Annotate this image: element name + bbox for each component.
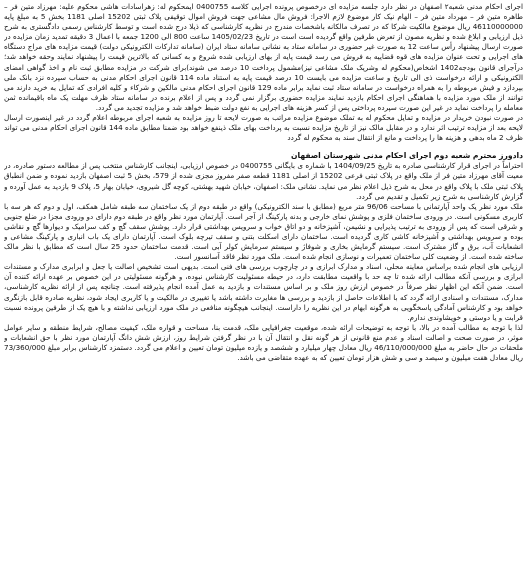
disclaimer-paragraph: ارزیابی های انجام شده براساس معاینه محلی، اسناد و مدارک ابرازی و در چارچوب بررسی های فنی است. بدیهی است تشخیص اصالت یا جعل و ابرابری مدارک و مستندات ابرازی و بررسی آنکه مطالب ارائه شده تا چه حد با واقعیت مطابقت دارد، در حیطه مسئولیت کارشناس نبوده، و هرگونه مسئولیتی در این خصوص بر عهده ارائه کننده آن است. ضمن آنکه این اظهار نظر صرفاً در خصوص ارزش روز ملک و بر اساس مستندات و بازدید به عمل آمده انجام پذیرفته است. چنانچه پس از ارائه نظریه کارشناسی، مدارک، مستندات و اسنادی ارائه گردد که با اطلاعات حاصل از بازدید و بررسی ها مغایرت داشته باشد یا تغییری در مالکیت و یا کاربری ایجاد شود، نظریه صادره قابل بازنگری خواهد بود و کارشناس آمادگی پاسخگویی به هرگونه ابهام در این نظریه را داراست. اینجانب هیچگونه منافعی در ملک مورد ارزیابی نداشته و با هیچ یک از طرفین پرونده نسبت قرابت و یا دوستی و خویشاوندی ندارم.: [4, 262, 523, 322]
expert-report-intro: احتراماً در اجرای قرار کارشناسی صادره به تاریخ 1404/09/25 با شماره ی بایگانی 0400755 در خصوص ارزیابی، اینجانب کارشناس منتخب پس از مطالعه دستور صادره، در معیت آقای مهرزاد متین فر از ملک واقع در پلاک ثبتی فرعی 15202 از اصلی 1181 قطعه صفر مفروز مجزی شده از 579، بخش 5 ثبت اصفهان بازدید نموده و ضمن انطباق پلاک ثبتی ملک با پلاک واقع در محل به شرح ذیل اعلام نظر می نماید. نشانی ملک: اصفهان، خیابان شهید بهشتی، کوچه گل شیروی، خیابان بهار 5، پلاک 9 بازدید به عمل آورده و گزارش کارشناسی به شرح زیر تکمیل و تقدیم می گردد.: [4, 161, 523, 201]
auction-intro-paragraph: اجرای احکام مدنی شعبه۲ اصفهان در نظر دارد جلسه مزایده ای درخصوص پرونده اجرایی کلاسه 0400755 ایمحکوم له: زهراسادات هاشی محکوم علیه: مهرزاد متین فر – طاهره متین فر – مهرداد متین فر – الهام نیک کار موضوع لازم الاجرا: فروش مال مشاعی جهت فروش اموال توقیفی پلاک ثبتی 15202 اصلی 1181 بخش 5 به مبلغ پایه 46110000000 ریال موضوع مالکیت شرکا که در تصرف مالکانه باشخصات مندرج در نظریه کارشناسی که ذیلا درج شده است و توسط کارشناس رسمی دادگستری به شرح ذیل ارزیابی و ابلاغ شده و نظریه مصون از تعرض طرفین واقع گردیده است است در تاریخ 1405/02/23 ساعت 800 الی 1200 جمعه با اعمال 3 دقیقه تمدید زمان مزایده در صورت ارسال پیشنهاد رأس ساعت 12 به صورت غیر حضوری در سامانه ستاد به نشانی سامانه ستاد ایران (سامانه تدارکات الکترونیکی دولت) قیمت مزایده های مراج دستگاه های اجرایی و تحت عنوان مزایده های قوه قضاییه به فروش می رسد قیمت پایه از بهای ارزیابی شده شروع و به کسانی که بالاترین قیمت را پیشنهاد نمایند وحقه خواهد شد؛درآجرای قانون بودجه1402 اشخاص(محکوم له وشریک ملک مشاعی نیز)مشمول پرداخت 10 درصد می شوند)برای شرکت در مزایده مطابق ثبت نام و اخذ گواهی امضای الکترونیکی و ارائه درخواست ذی الی تاریخ و ساعت مزایده می بایست 10 درصد قیمت پایه به استناد ماده 114 قانون اجرای احکام مدنی به حساب سپرده نزد بانک ملی بپردازد و فیش مربوطه را به همراه درخواست در سامانه ستاد ثبت نماید برابر ماده 129 قانون اجرای احکام مدنی مالکین و شرکاء و کلیه افرادی که تمایل به خرید دارند می توانند از ملک مورد مزایده با هماهنگی اجرای احکام بازدید نمایند مزایده حضوری برگزار نمی گردد و پس از اعلام برنده در سامانه ستاد ظرف مهلت یک ماه باقیمانده ثمن معامله را پرداخت نماید در غیر این صورت سپرده پرداختی پس از کسر هزینه های اجرایی به نفع دولت ضبط خواهد شد و مزایده تجدید می گردد.: [4, 2, 523, 112]
property-description-paragraph: ملک مورد نظر یک واحد آپارتمانی با مساحت 96/06 متر مربع (مطابق با سند الکترونیکی) واقع در طبقه دوم از یک ساختمان سه طبقه شامل همکف، اول و دوم که هر سه با کاربری مسکونی است. در ورودی ساختمان فلزی و پوشش نمای خارجی و بدنه پارکینگ از آجر است. آپارتمان مورد نظر واقع در طبقه دوم دارای دو ورودی مجزا در ضلع جنوبی و شرقی است که پس از ورودی به ترتیب پذیرایی و نشیمن، آشپزخانه و دو اتاق خواب و سرویس بهداشتی قرار دارد. پوشش سقف گچ و کف سرامیک و دیوارها گچ و نقاشی بوده و سرویس بهداشتی و آشپزخانه کاشی کاری گردیده است. ساختمان دارای اسکلت بتنی و سقف تیرچه بلوک است. آپارتمان دارای یک باب انباری و پارکینگ مشاعی و انشعابات آب، برق و گاز مشترک است. سیستم گرمایش بخاری و شوفاژ و سیستم سرمایش کولر آبی است. قدمت ساختمان حدود 25 سال است که مطابق با نظر مالک ساخته شده است. از وضعیت کلی ساختمان تعمیرات و نوسازی انجام شده است. ملک مورد نظر فاقد آسانسور است.: [4, 201, 523, 262]
expert-report-title: دادورز محترم شعبه دوم اجرای احکام مدنی شهرستان اصفهان: [291, 151, 523, 161]
auction-buyer-paragraph: در صورت نبودن خریدار در مزایده و تمایل محکوم له به تملک موضوع مزایده مراتب به صورت لایحه تا روز مزایده به شعبه اجرای مربوطه اعلام گردد در غیر اینصورت ارسال لایحه بعد از مزایده ترتیب اثر ندارد و در مقابل مالک نیز از تاریخ مزایده نسبت به پرداخت بهای ملک ذینفع خواهد بود ضمنا مطابق ماده 144 قانون اجرای احکام مدنی می تواند ظرف 2 ماه بدهی و هزینه ها را پرداخت و مانع از انتقال سند به محکوم له گردد: [4, 113, 523, 143]
valuation-paragraph: لذا با توجه به مطالب آمده در بالا، با توجه به توضیحات ارائه شده، موقعیت جغرافیایی ملک، قدمت بنا، مساحت و قواره ملک، کیفیت مصالح، شرایط منطقه و سایر عوامل موثر، در صورت صحت و اصالت اسناد و عدم منع قانونی از هر گونه نقل و انتقال آن با در نظر گرفتن شرایط روز، ارزش شش دانگ آپارتمان مورد نظر با حق انشعابات و ملحقات در حال حاضر به مبلغ 46/110/000/000 ریال معادل چهار میلیارد و ششصد و یازده میلیون تومان تعیین و اعلام می گردد. دستمزد کارشناس برابر مبلغ 73/360/000 ریال معادل هفت میلیون و سیصد و سی و شش هزار تومان تعیین که به عهده متقاضی می باشد.: [4, 322, 523, 363]
auction-notice-page: [4, 2, 523, 574]
section-spacer: [4, 143, 523, 150]
